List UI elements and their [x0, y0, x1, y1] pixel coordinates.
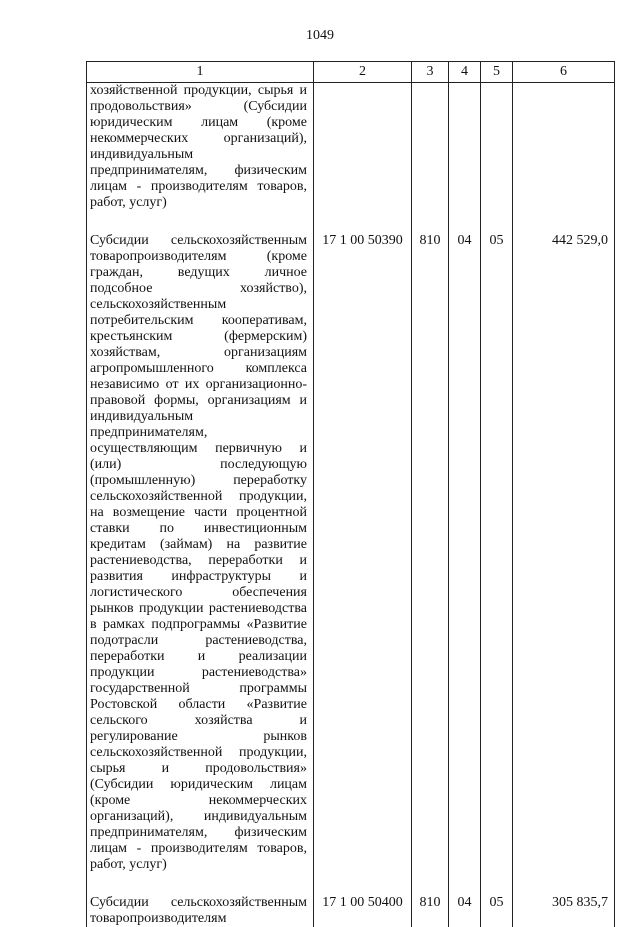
row-col4: 04	[449, 233, 481, 873]
row-amount: 305 835,7	[513, 895, 615, 927]
row-code: 17 1 00 50400	[314, 895, 412, 927]
header-col-1: 1	[87, 62, 314, 83]
row-col3	[412, 83, 449, 212]
header-col-4: 4	[449, 62, 481, 83]
row-description: Субсидии сельскохозяйственным товаропроизводителям	[87, 895, 314, 927]
table-row	[87, 233, 615, 873]
header-row	[87, 62, 615, 83]
table-header	[87, 62, 615, 83]
header-col-3: 3	[412, 62, 449, 83]
row-col3: 810	[412, 233, 449, 873]
table-row	[87, 83, 615, 212]
header-col-5: 5	[481, 62, 513, 83]
row-amount: 442 529,0	[513, 233, 615, 873]
budget-table	[86, 61, 615, 927]
row-description: хозяйственной продукции, сырья и продовольствия» (Субсидии юридическим лицам (кроме некоммерческих организаций), индивидуальным предпринимателям, физическим лицам - производителям товаров, работ, услуг)	[87, 83, 314, 212]
row-col5	[481, 83, 513, 212]
row-col3: 810	[412, 895, 449, 927]
header-col-2: 2	[314, 62, 412, 83]
table-row	[87, 895, 615, 927]
row-col5: 05	[481, 233, 513, 873]
row-col4	[449, 83, 481, 212]
header-col-6: 6	[513, 62, 615, 83]
row-spacer	[87, 873, 615, 895]
row-col4: 04	[449, 895, 481, 927]
page-number: 1049	[306, 28, 334, 43]
row-amount	[513, 83, 615, 212]
row-spacer	[87, 211, 615, 233]
row-code	[314, 83, 412, 212]
row-col5: 05	[481, 895, 513, 927]
row-code: 17 1 00 50390	[314, 233, 412, 873]
row-description: Субсидии сельскохозяйственным товаропроизводителям (кроме граждан, ведущих личное подсобное хозяйство), сельскохозяйственным потребительским кооперативам, крестьянским (фермерским) хозяйствам, организациям агропромышленного комплекса независимо от их организационно-правовой формы, организациям и индивидуальным предпринимателям, осуществляющим первичную и (или) последующую (промышленную) переработку сельскохозяйственной продукции, на возмещение части процентной ставки по инвестиционным кредитам (займам) на развитие растениеводства, переработки и развития инфраструктуры и логистического обеспечения рынков продукции растениеводства в рамках подпрограммы «Развитие подотрасли растениеводства, переработки и реализации продукции растениеводства» государственной программы Ростовской области «Развитие сельского хозяйства и регулирование рынков сельскохозяйственной продукции, сырья и продовольствия» (Субсидии юридическим лицам (кроме некоммерческих организаций), индивидуальным предпринимателям, физическим лицам - производителям товаров, работ, услуг)	[87, 233, 314, 873]
